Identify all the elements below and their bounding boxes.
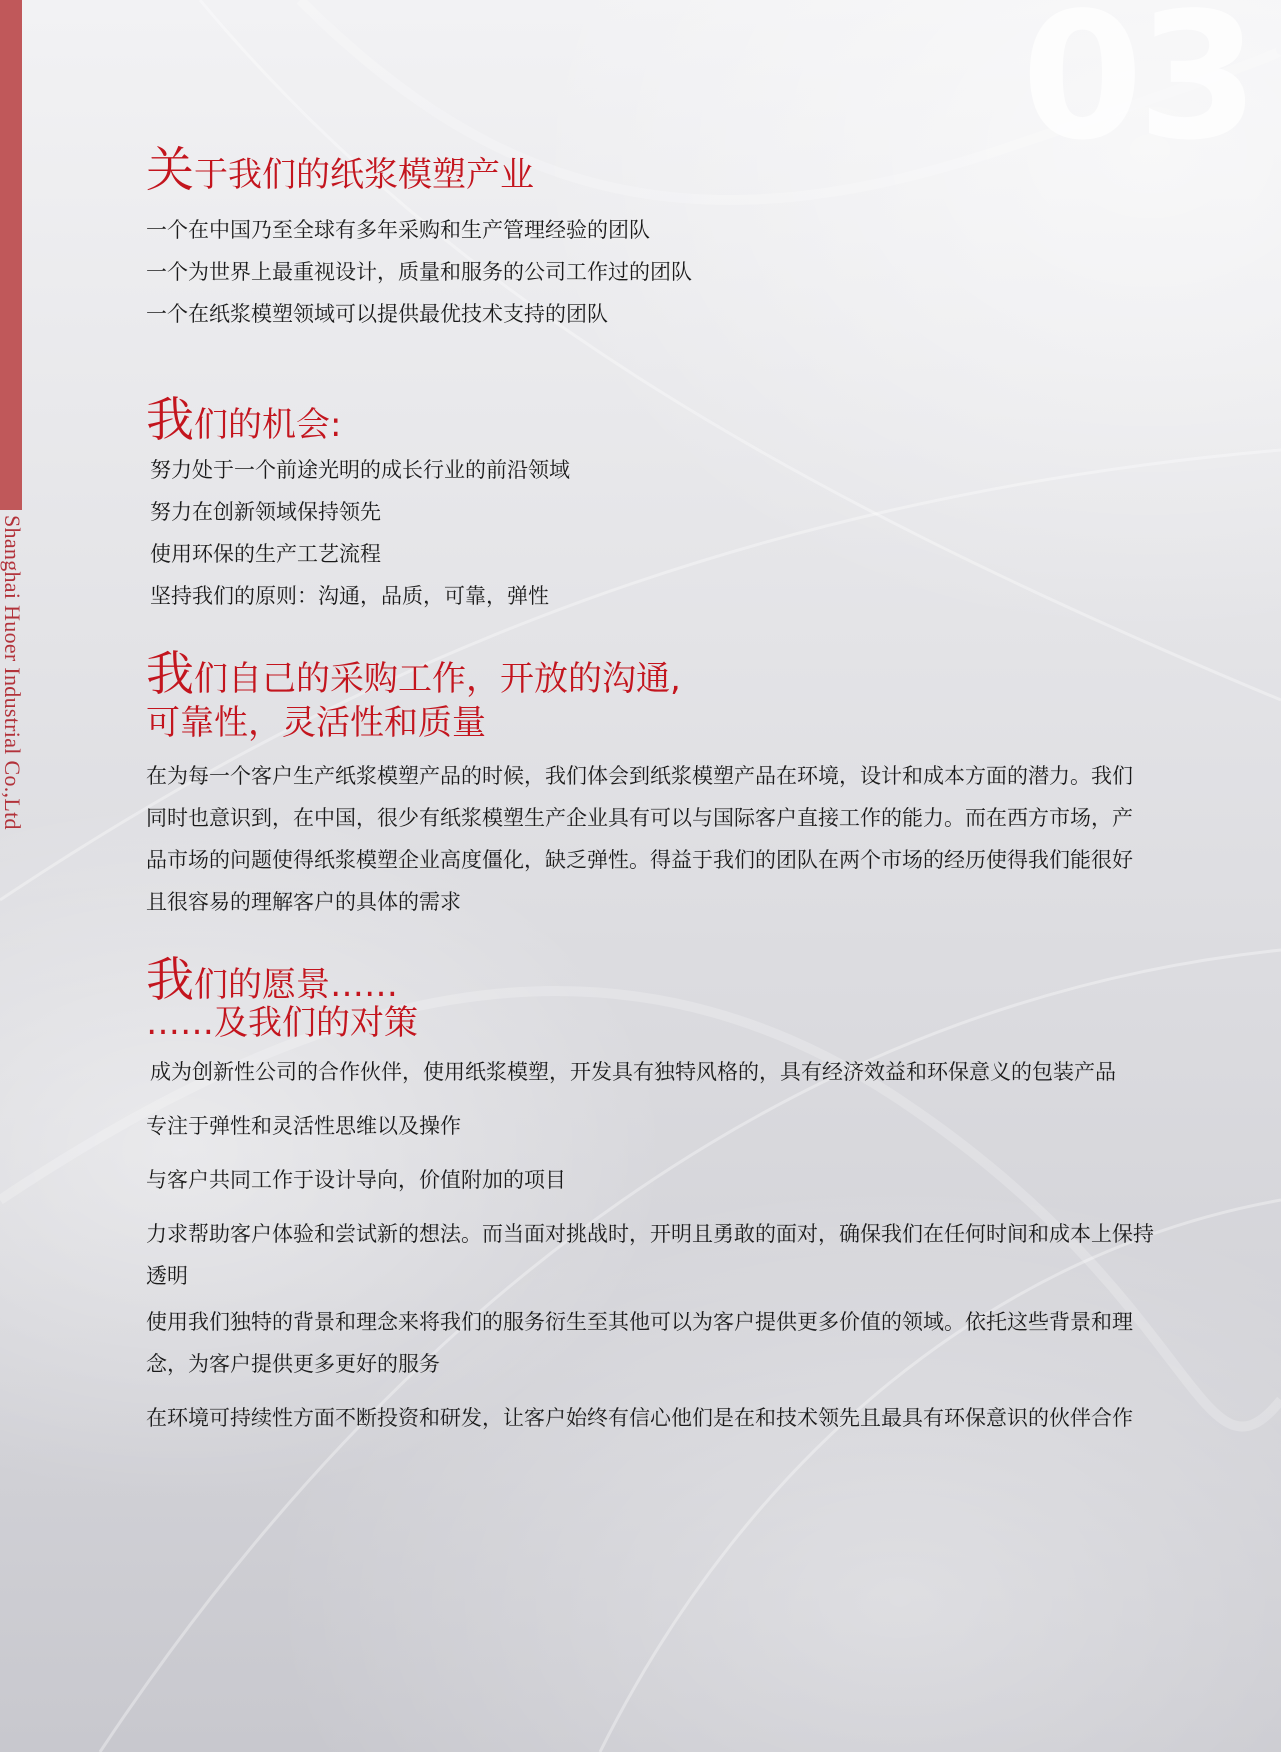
list-item: 成为创新性公司的合作伙伴，使用纸浆模塑，开发具有独特风格的，具有经济效益和环保意义的包装产品 bbox=[150, 1060, 1116, 1084]
list-item: 与客户共同工作于设计导向，价值附加的项目 bbox=[146, 1168, 566, 1192]
list-item: 使用我们独特的背景和理念来将我们的服务衍生至其他可以为客户提供更多价值的领域。依托这些背景和理念，为客户提供更多更好的服务 bbox=[146, 1310, 1133, 1376]
list-item: 努力在创新领域保持领先 bbox=[150, 500, 381, 524]
list-item: 在环境可持续性方面不断投资和研发，让客户始终有信心他们是在和技术领先且最具有环保意识的伙伴合作 bbox=[146, 1406, 1133, 1430]
section-heading-line2: 可靠性，灵活性和质量 bbox=[146, 703, 486, 743]
list-item: 使用环保的生产工艺流程 bbox=[150, 542, 381, 566]
company-name-vertical: Shanghai Huoer Industrial Co.,Ltd bbox=[0, 515, 25, 830]
section-about bbox=[146, 142, 692, 335]
section-paragraph: 在为每一个客户生产纸浆模塑产品的时候，我们体会到纸浆模塑产品在环境，设计和成本方面的潜力。我们同时也意识到，在中国，很少有纸浆模塑生产企业具有可以与国际客户直接工作的能力。而在西方市场，产品市场的问题使得纸浆模塑企业高度僵化，缺乏弹性。得益于我们的团队在两个市场的经历使得我们能很好且很容易的理解客户的具体的需求 bbox=[146, 764, 1133, 914]
list-item: 一个在纸浆模塑领域可以提供最优技术支持的团队 bbox=[146, 302, 608, 326]
section-heading: 我们的愿景…… bbox=[146, 952, 399, 1008]
section-heading-line2: ……及我们的对策 bbox=[146, 1003, 418, 1043]
list-item: 力求帮助客户体验和尝试新的想法。而当面对挑战时，开明且勇敢的面对，确保我们在任何时间和成本上保持透明 bbox=[146, 1222, 1154, 1288]
list-item: 一个为世界上最重视设计，质量和服务的公司工作过的团队 bbox=[146, 260, 692, 284]
section-heading: 关于我们的纸浆模塑产业 bbox=[146, 142, 535, 198]
section-procurement bbox=[146, 646, 1136, 923]
list-item: 努力处于一个前途光明的成长行业的前沿领域 bbox=[150, 458, 570, 482]
section-vision bbox=[146, 952, 1162, 1439]
red-side-bar bbox=[0, 0, 22, 510]
list-item: 一个在中国乃至全球有多年采购和生产管理经验的团队 bbox=[146, 218, 650, 242]
list-item: 坚持我们的原则：沟通，品质，可靠，弹性 bbox=[150, 584, 549, 608]
list-item: 专注于弹性和灵活性思维以及操作 bbox=[146, 1114, 461, 1138]
section-opportunities bbox=[146, 392, 570, 617]
section-heading: 我们的机会: bbox=[146, 392, 342, 448]
section-heading: 我们自己的采购工作，开放的沟通, bbox=[146, 646, 681, 702]
page-number: 03 bbox=[1021, 0, 1253, 179]
